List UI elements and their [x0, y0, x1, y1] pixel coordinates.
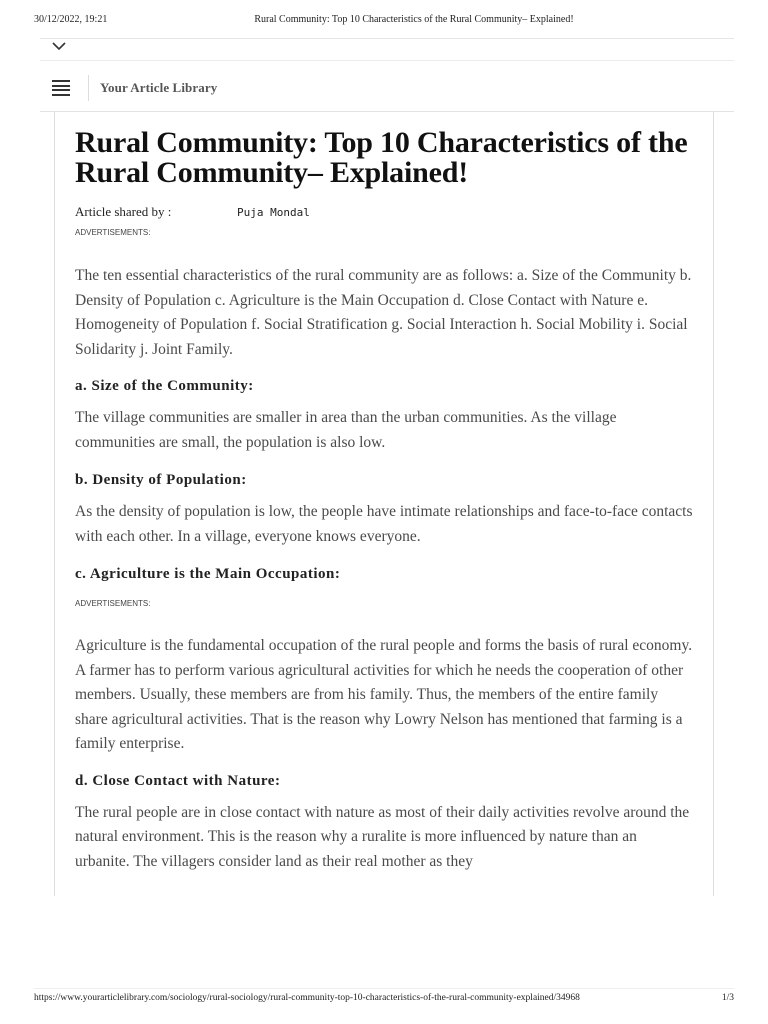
ads-label: ADVERTISEMENTS: — [75, 228, 151, 237]
byline-label: Article shared by : — [75, 204, 172, 219]
print-page-title: Rural Community: Top 10 Characteristics of the Rural Community– Explained! — [254, 14, 574, 25]
chevron-down-icon[interactable] — [50, 38, 68, 54]
print-footer — [34, 993, 734, 1007]
section-paragraph: The rural people are in close contact with nature as most of their daily activities revolve around the natural environment. This is the reason why a ruralite is more influenced by nature than an urbanite. The villagers consider land as their real mother as they — [75, 803, 690, 870]
section-heading: d. Close Contact with Nature: — [75, 772, 281, 789]
hamburger-menu-icon[interactable] — [52, 80, 70, 94]
header-separator — [88, 75, 89, 101]
byline — [75, 204, 694, 222]
section-paragraph: Agriculture is the fundamental occupation of the rural people and forms the basis of rural economy. A farmer has to perform various agricultural activities for which he needs the cooperation of other members. Usually, these members are from his family. Thus, the members of the entire family share agricultural activities. That is the reason why Lowry Nelson has mentioned that farming is a family enterprise. — [75, 637, 693, 752]
section-heading: b. Density of Population: — [75, 472, 247, 488]
print-header — [34, 14, 734, 28]
section-paragraph: The village communities are smaller in area than the urban communities. As the village communities are small, the population is also low. — [75, 409, 617, 451]
footer-divider — [34, 988, 734, 989]
site-name-link[interactable]: Your Article Library — [100, 80, 218, 95]
ads-label: ADVERTISEMENTS: — [75, 599, 151, 608]
section-heading: c. Agriculture is the Main Occupation: — [75, 566, 341, 582]
top-divider — [40, 38, 734, 39]
intro-paragraph: The ten essential characteristics of the rural community are as follows: a. Size of the Community b. Density of Population c. Agriculture is the Main Occupation d. Close Contact with Nature e. Homogeneity of Population f. Social Stratification g. Social Interaction h. Social Mobility i. Social Solidarity j. Joint Family. — [75, 267, 692, 358]
section-paragraph: As the density of population is low, the people have intimate relationships and face-to-face contacts with each other. In a village, everyone knows everyone. — [75, 503, 693, 545]
article-card — [54, 112, 714, 896]
section-heading: a. Size of the Community: — [75, 378, 254, 394]
author-name[interactable]: Puja Mondal — [237, 206, 310, 219]
article-title: Rural Community: Top 10 Characteristics of the Rural Community– Explained! — [75, 126, 688, 189]
page-number: 1/3 — [721, 993, 734, 1003]
print-url: https://www.yourarticlelibrary.com/sociology/rural-sociology/rural-community-top-10-characteristics-of-the-rural-community-explained/34968 — [34, 993, 580, 1003]
site-header — [40, 60, 734, 112]
print-date: 30/12/2022, 19:21 — [34, 14, 108, 25]
